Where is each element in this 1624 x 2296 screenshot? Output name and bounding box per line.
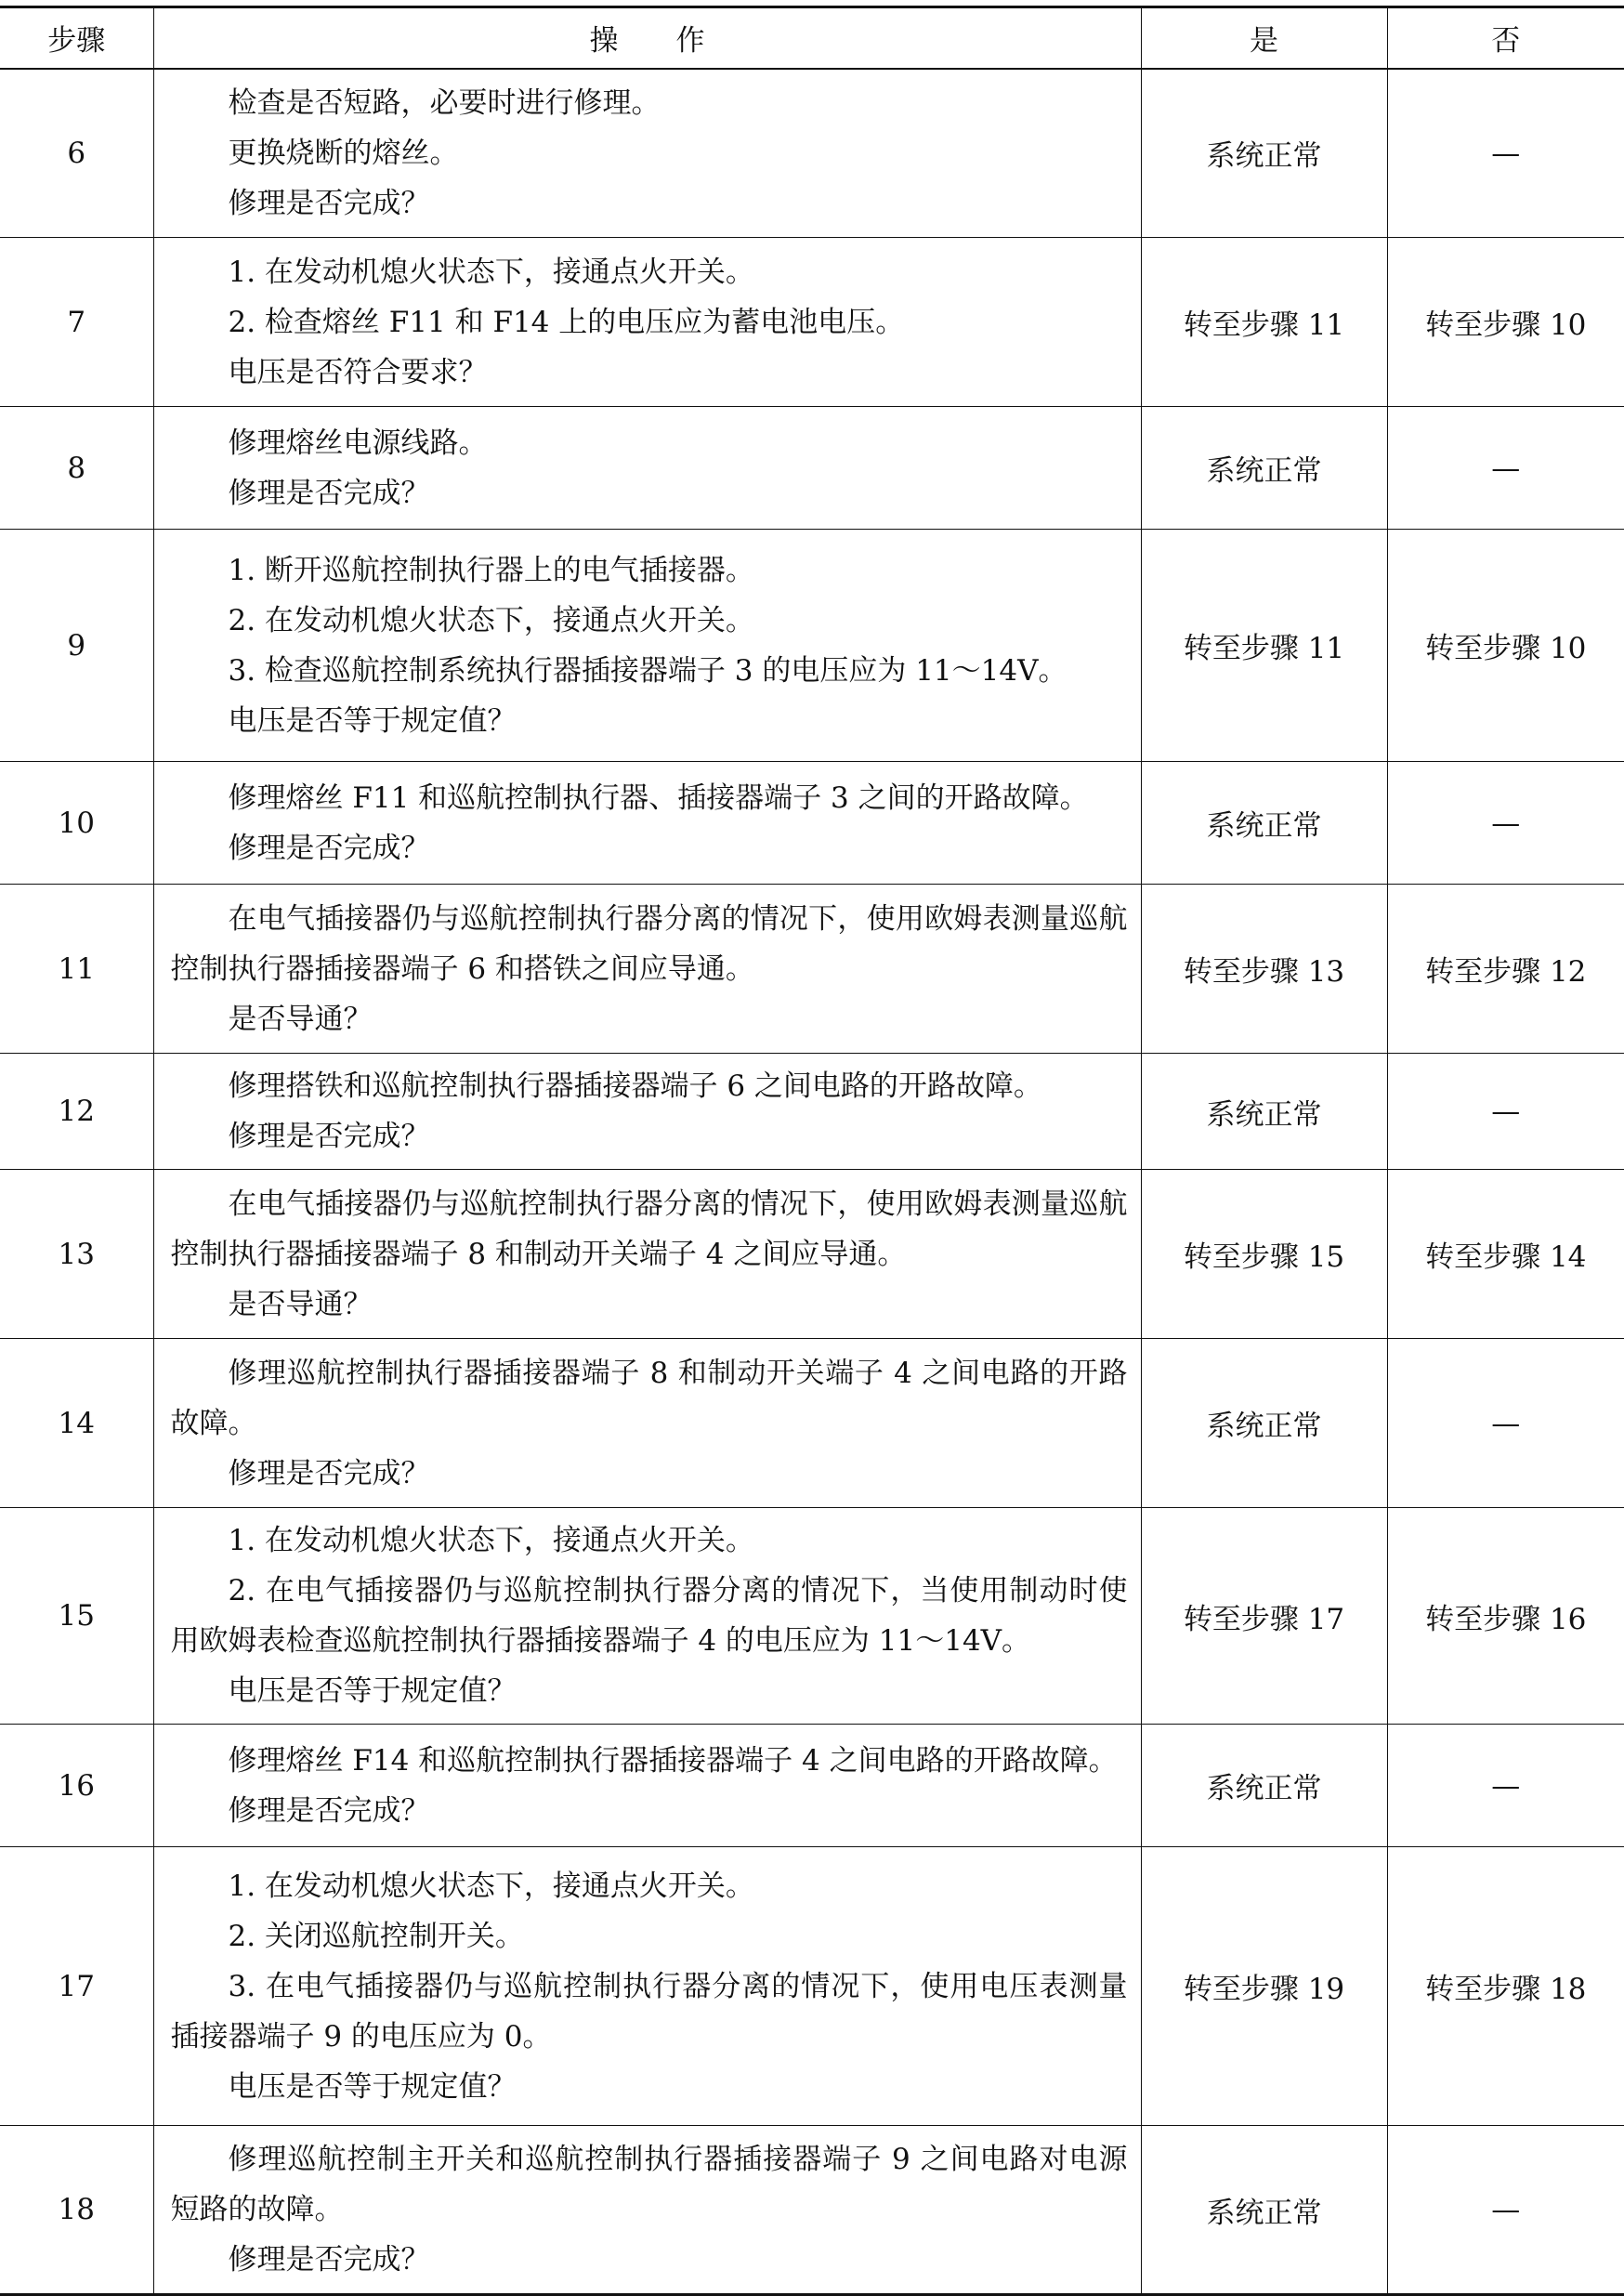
no-result-cell: — (1387, 2126, 1624, 2295)
troubleshooting-table-container (0, 6, 1624, 2296)
operation-line: 在电气插接器仍与巡航控制执行器分离的情况下，使用欧姆表测量巡航控制执行器插接器端子 6 和搭铁之间应导通。 (170, 901, 1128, 986)
operation-line: 3. 在电气插接器仍与巡航控制执行器分离的情况下，使用电压表测量插接器端子 9 的电压应为 0。 (170, 1969, 1128, 2053)
operation-line: 检查是否短路，必要时进行修理。 (228, 85, 661, 120)
header-no: 否 (1387, 7, 1624, 69)
operation-line: 电压是否等于规定值？ (228, 2069, 517, 2104)
table-row (0, 1339, 1624, 1508)
yes-result-cell: 转至步骤 11 (1141, 530, 1387, 762)
yes-result-cell: 转至步骤 13 (1141, 885, 1387, 1054)
operation-line: 在电气插接器仍与巡航控制执行器分离的情况下，使用欧姆表测量巡航控制执行器插接器端子 8 和制动开关端子 4 之间应导通。 (170, 1187, 1128, 1271)
step-number-cell: 7 (0, 238, 153, 407)
operation-line: 2. 关闭巡航控制开关。 (228, 1919, 524, 1953)
no-result-cell: — (1387, 1054, 1624, 1170)
no-result-cell: 转至步骤 16 (1387, 1508, 1624, 1725)
no-result-cell: — (1387, 69, 1624, 238)
operation-line: 修理搭铁和巡航控制执行器插接器端子 6 之间电路的开路故障。 (228, 1069, 1042, 1103)
operation-line: 修理熔丝电源线路。 (228, 426, 488, 460)
step-number-cell: 12 (0, 1054, 153, 1170)
troubleshooting-table (0, 6, 1624, 2296)
header-operation: 操 作 (153, 7, 1141, 69)
table-row (0, 1725, 1624, 1847)
step-number-cell: 18 (0, 2126, 153, 2295)
step-number-cell: 13 (0, 1170, 153, 1339)
no-result-cell: 转至步骤 12 (1387, 885, 1624, 1054)
operation-line: 电压是否等于规定值？ (228, 1674, 517, 1708)
operation-line: 修理是否完成？ (228, 186, 430, 220)
table-row (0, 1508, 1624, 1725)
operation-cell (153, 2126, 1141, 2295)
operation-line: 修理熔丝 F11 和巡航控制执行器、插接器端子 3 之间的开路故障。 (228, 781, 1089, 815)
operation-cell (153, 885, 1141, 1054)
yes-result-cell: 系统正常 (1141, 1725, 1387, 1847)
header-step: 步骤 (0, 7, 153, 69)
operation-line: 电压是否等于规定值？ (228, 703, 517, 738)
table-row (0, 1847, 1624, 2126)
table-header-row (0, 7, 1624, 69)
operation-cell (153, 1725, 1141, 1847)
yes-result-cell: 系统正常 (1141, 2126, 1387, 2295)
header-yes: 是 (1141, 7, 1387, 69)
operation-cell (153, 530, 1141, 762)
no-result-cell: — (1387, 1725, 1624, 1847)
table-body (0, 69, 1624, 2295)
operation-line: 2. 在电气插接器仍与巡航控制执行器分离的情况下，当使用制动时使用欧姆表检查巡航控制执行器插接器端子 4 的电压应为 11～14V。 (170, 1574, 1128, 1658)
table-row (0, 530, 1624, 762)
operation-cell (153, 1508, 1141, 1725)
operation-cell (153, 1170, 1141, 1339)
step-number-cell: 15 (0, 1508, 153, 1725)
operation-line: 修理是否完成？ (228, 2243, 430, 2276)
no-result-cell: — (1387, 407, 1624, 530)
operation-line: 修理是否完成？ (228, 1120, 430, 1153)
step-number-cell: 10 (0, 762, 153, 885)
no-result-cell: — (1387, 1339, 1624, 1508)
table-row (0, 1170, 1624, 1339)
operation-line: 修理是否完成？ (228, 1793, 430, 1828)
yes-result-cell: 转至步骤 11 (1141, 238, 1387, 407)
yes-result-cell: 系统正常 (1141, 1054, 1387, 1170)
operation-line: 1. 在发动机熄火状态下，接通点火开关。 (228, 1869, 754, 1903)
table-row (0, 407, 1624, 530)
yes-result-cell: 转至步骤 17 (1141, 1508, 1387, 1725)
operation-line: 修理是否完成？ (228, 831, 430, 865)
operation-cell (153, 407, 1141, 530)
step-number-cell: 6 (0, 69, 153, 238)
no-result-cell: 转至步骤 10 (1387, 530, 1624, 762)
step-number-cell: 17 (0, 1847, 153, 2126)
operation-line: 1. 断开巡航控制执行器上的电气插接器。 (228, 553, 754, 587)
no-result-cell: 转至步骤 10 (1387, 238, 1624, 407)
operation-cell (153, 238, 1141, 407)
yes-result-cell: 转至步骤 15 (1141, 1170, 1387, 1339)
operation-line: 修理是否完成？ (228, 476, 430, 510)
operation-line: 2. 在发动机熄火状态下，接通点火开关。 (228, 603, 754, 637)
yes-result-cell: 系统正常 (1141, 69, 1387, 238)
operation-line: 3. 检查巡航控制系统执行器插接器端子 3 的电压应为 11～14V。 (228, 653, 1067, 688)
operation-line: 更换烧断的熔丝。 (228, 136, 459, 170)
step-number-cell: 16 (0, 1725, 153, 1847)
table-row (0, 762, 1624, 885)
operation-cell (153, 1054, 1141, 1170)
table-row (0, 69, 1624, 238)
operation-cell (153, 69, 1141, 238)
table-row (0, 885, 1624, 1054)
step-number-cell: 14 (0, 1339, 153, 1508)
no-result-cell: 转至步骤 18 (1387, 1847, 1624, 2126)
no-result-cell: — (1387, 762, 1624, 885)
operation-line: 修理是否完成？ (228, 1456, 430, 1490)
operation-line: 修理熔丝 F14 和巡航控制执行器插接器端子 4 之间电路的开路故障。 (228, 1743, 1118, 1778)
yes-result-cell: 系统正常 (1141, 407, 1387, 530)
operation-line: 电压是否符合要求？ (228, 355, 488, 389)
step-number-cell: 9 (0, 530, 153, 762)
operation-cell (153, 1847, 1141, 2126)
operation-cell (153, 1339, 1141, 1508)
operation-line: 是否导通？ (228, 1287, 373, 1321)
table-row (0, 238, 1624, 407)
yes-result-cell: 系统正常 (1141, 1339, 1387, 1508)
table-row (0, 1054, 1624, 1170)
no-result-cell: 转至步骤 14 (1387, 1170, 1624, 1339)
yes-result-cell: 系统正常 (1141, 762, 1387, 885)
step-number-cell: 8 (0, 407, 153, 530)
operation-line: 1. 在发动机熄火状态下，接通点火开关。 (228, 1524, 754, 1557)
operation-line: 修理巡航控制主开关和巡航控制执行器插接器端子 9 之间电路对电源短路的故障。 (170, 2143, 1128, 2226)
operation-line: 是否导通？ (228, 1002, 373, 1036)
yes-result-cell: 转至步骤 19 (1141, 1847, 1387, 2126)
operation-line: 2. 检查熔丝 F11 和 F14 上的电压应为蓄电池电压。 (228, 305, 905, 339)
table-row (0, 2126, 1624, 2295)
step-number-cell: 11 (0, 885, 153, 1054)
operation-line: 修理巡航控制执行器插接器端子 8 和制动开关端子 4 之间电路的开路故障。 (170, 1356, 1128, 1440)
operation-line: 1. 在发动机熄火状态下，接通点火开关。 (228, 255, 754, 289)
operation-cell (153, 762, 1141, 885)
